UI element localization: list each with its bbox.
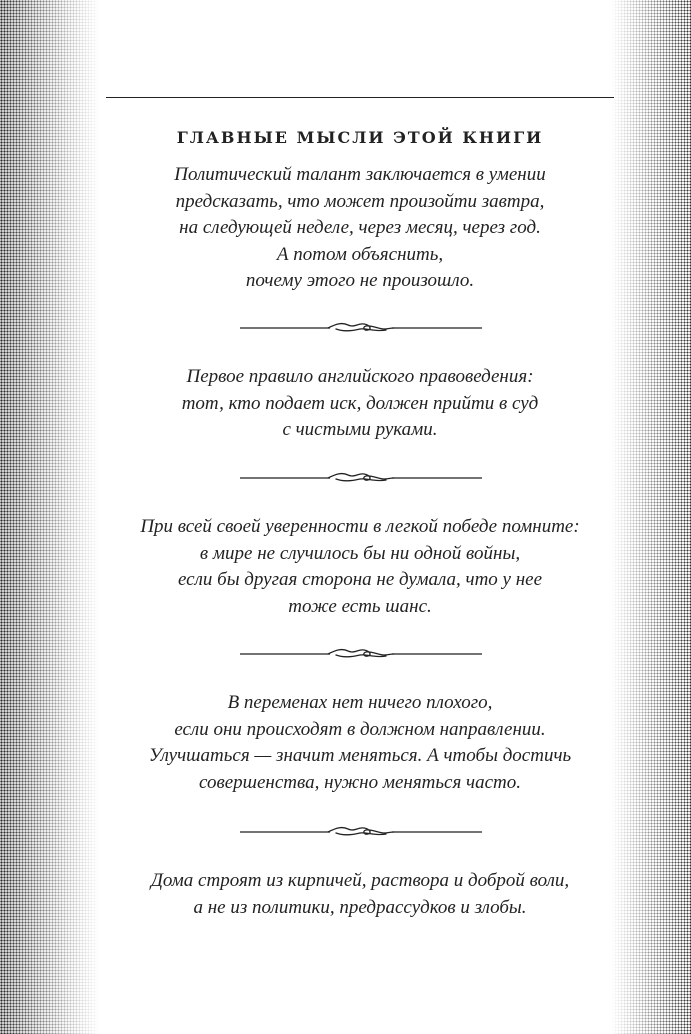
quote-line: А потом объяснить,: [276, 243, 444, 265]
quote-line: если бы другая сторона не думала, что у нее: [177, 569, 543, 590]
quote-line: с чистыми руками.: [282, 419, 438, 440]
quote-line: тоже есть шанс.: [288, 595, 432, 617]
quote-line: почему этого не произошло.: [245, 270, 475, 291]
flourish-svg: [240, 320, 482, 334]
top-rule: [106, 97, 614, 98]
flourish-swirl: [328, 828, 394, 835]
quote-line: совершенства, нужно меняться часто.: [198, 771, 522, 793]
flourish-svg: [240, 646, 482, 660]
quote-line: предсказать, что может произойти завтра,: [175, 190, 545, 212]
halftone-edge-right: [611, 0, 691, 1034]
quote-line: Первое правило английского правоведения:: [186, 366, 534, 387]
quote-line: При всей своей уверенности в легкой победе помните:: [140, 516, 580, 537]
quote-line: Улучшаться — значит меняться. А чтобы достичь: [148, 745, 572, 766]
flourish-divider-icon: [240, 824, 482, 838]
flourish-divider-icon: [240, 320, 482, 334]
quote-line: если они происходят в должном направлении.: [174, 718, 546, 740]
page-title: ГЛАВНЫЕ МЫСЛИ ЭТОЙ КНИГИ: [176, 128, 544, 147]
quote-line: а не из политики, предрассудков и злобы.: [193, 896, 527, 918]
quote-4: [100, 690, 620, 796]
quote-5: [100, 868, 620, 921]
halftone-edge-left: [0, 0, 100, 1034]
flourish-divider-icon: [240, 470, 482, 484]
flourish-swirl: [328, 474, 394, 481]
quote-line: Дома строят из кирпичей, раствора и доброй воли,: [150, 870, 570, 891]
quote-2: [100, 364, 620, 444]
quote-line: на следующей неделе, через месяц, через год.: [179, 217, 541, 238]
flourish-divider-icon: [240, 646, 482, 660]
quote-3: [100, 514, 620, 620]
quote-line: тот, кто подает иск, должен прийти в суд: [181, 392, 539, 414]
flourish-svg: [240, 470, 482, 484]
quote-line: Политический талант заключается в умении: [174, 164, 546, 185]
flourish-swirl: [328, 650, 394, 657]
quote-line: в мире не случилось бы ни одной войны,: [199, 542, 521, 564]
flourish-swirl: [328, 324, 394, 331]
flourish-svg: [240, 824, 482, 838]
quote-1: [100, 162, 620, 295]
quote-line: В переменах нет ничего плохого,: [227, 692, 493, 713]
